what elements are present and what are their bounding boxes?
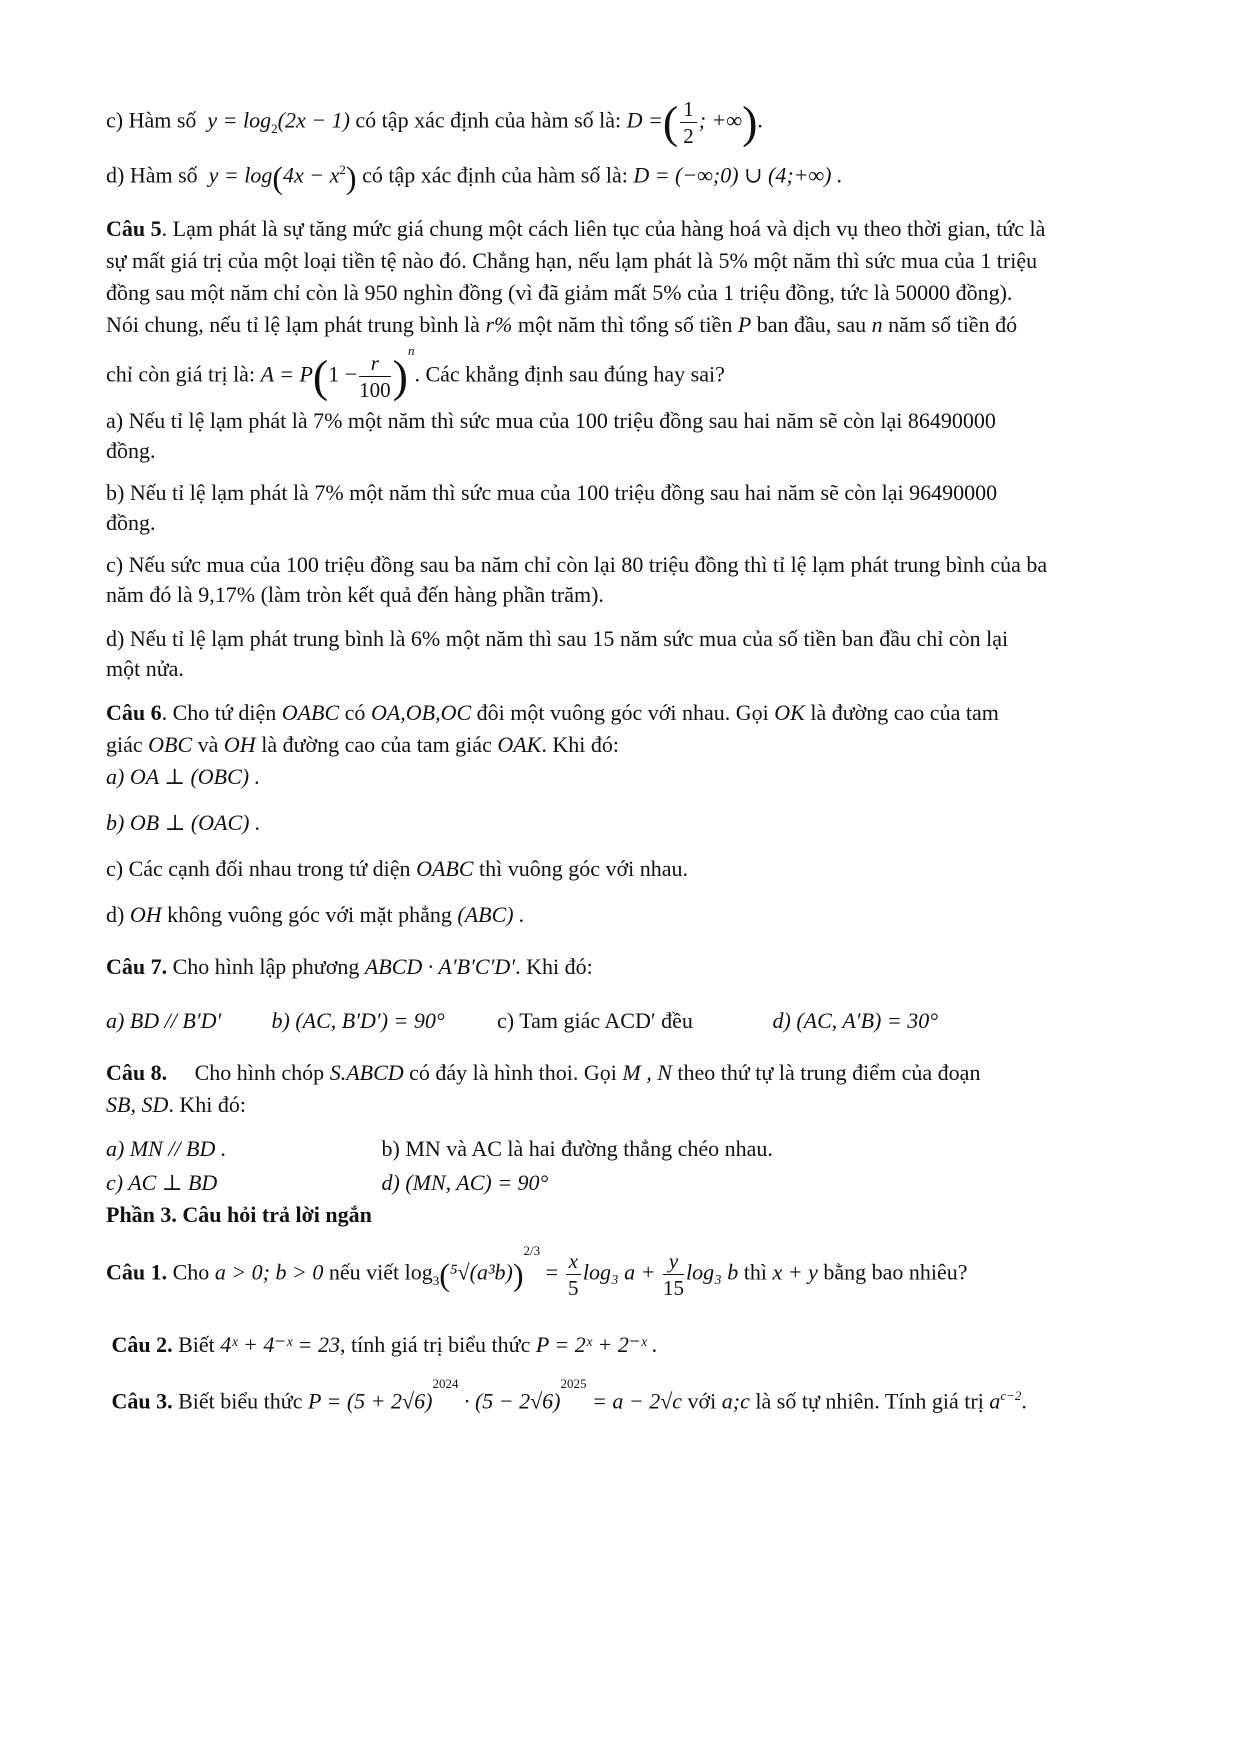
text: không vuông góc với mặt phẳng [167,902,452,927]
frac-den: 5 [567,1276,579,1300]
math-exp: 2 [339,162,346,177]
part3-heading [106,1202,372,1228]
q5-line4 [106,312,1017,338]
text: bằng bao nhiêu? [823,1259,968,1285]
math: 4ˣ + 4⁻ˣ = 23 [220,1332,341,1357]
math: P = (5 + 2√6) [307,1388,433,1414]
math-var: P [737,312,752,337]
question-label: Câu 1. [106,1259,168,1285]
frac-num: r [359,350,391,377]
q6-c [106,856,688,882]
item-label: d) Hàm số [106,162,198,188]
item-text: có tập xác định của hàm số là: [362,162,628,188]
q5-d1 [106,626,1008,652]
math: SB, SD [106,1092,169,1117]
text: sự mất giá trị của một loại tiền tệ nào đó. Chẳng hạn, nếu lạm phát là 5% một năm thì sức mua của 1 triệu [106,248,1038,273]
q6-b [106,810,261,836]
text: Biết biểu thức [178,1388,303,1414]
text: . Khi đó: [168,1092,246,1117]
text: là đường cao của tam giác [261,732,492,757]
text: theo thứ tự là trung điểm của đoạn [677,1060,981,1085]
q5-a1 [106,408,996,434]
text: . Khi đó: [515,954,593,979]
text: Biết [178,1332,215,1357]
math-domain-right: ; +∞ [698,107,743,133]
math-exp: c−2 [1000,1388,1022,1403]
q6-line2 [106,732,619,758]
item-text: có tập xác định của hàm số là: [355,107,622,133]
math-exp: 2024 [432,1376,459,1391]
frac-den: 100 [359,378,391,402]
math-arg: (2x − 1) [277,107,350,133]
question-label: Câu 2. [111,1332,173,1357]
option-d: d) (MN, AC) = 90° [381,1170,549,1195]
math-root: ⁵√(a³b) [449,1259,513,1285]
frac-num: x [566,1248,581,1275]
question-label: Câu 6 [106,700,162,725]
text: a) OA ⊥ (OBC) . [106,764,261,789]
math: OAK [497,732,542,757]
p3-q2 [106,1332,658,1358]
math-domain: D = [626,107,663,133]
fraction [566,1248,581,1301]
math: ABCD · A′B′C′D′ [364,954,516,979]
math: · (5 − 2√6) [463,1388,561,1414]
text: Nói chung, nếu tỉ lệ lạm phát trung bình là [106,312,480,337]
text: . [1021,1388,1027,1414]
text: d) Nếu tỉ lệ lạm phát trung bình là 6% một năm thì sau 15 năm sức mua của số tiền ban đầu chỉ còn lại [106,626,1009,651]
text: c) Nếu sức mua của 100 triệu đồng sau ba năm chỉ còn lại 80 triệu đồng thì tỉ lệ lạm phát trung bình của ba [106,552,1048,577]
text: đồng. [106,510,156,535]
fraction [680,96,697,149]
text: là đường cao của tam [810,700,999,725]
math: OH [223,732,256,757]
math-var: n [871,312,883,337]
option-b: b) MN và AC là hai đường thẳng chéo nhau. [381,1136,773,1161]
option-c: c) AC ⊥ BD [106,1170,218,1195]
math: OA,OB,OC [370,700,472,725]
text: đôi một vuông góc với nhau. Gọi [476,700,769,725]
text: . Lạm phát là sự tăng mức giá chung một cách liên tục của hàng hoá và dịch vụ theo thời gian, tức là [161,216,1046,241]
math: a;c [721,1388,750,1414]
q6-line1 [106,700,999,726]
text: Cho hình lập phương [172,954,360,979]
q6-a [106,764,260,790]
math: log₃ b [686,1259,739,1285]
math-exp: 2025 [560,1376,587,1391]
text: đồng sau một năm chỉ còn là 950 nghìn đồng (vì đã giảm mất 5% của 1 triệu đồng, tức là 50000 đồng). [106,280,1013,305]
text: thì [743,1259,768,1285]
q7-line1 [106,954,593,980]
math-sub: 3 [432,1272,440,1288]
math-domain: D = (−∞;0) ∪ (4;+∞) . [633,162,843,188]
text: với [687,1388,717,1414]
question-label: Câu 3. [111,1388,173,1414]
q5-b2 [106,510,156,536]
math: x + y [772,1259,818,1285]
item-c-domain: c) Hàm số $y = \log_2(2x - 1)$ có tập xác định của hàm số là: D =( $\frac{1}{2}$ ; +∞). [106,96,763,148]
q5-formula-line: chỉ còn giá trị là: A = P(1 − $\frac{r}{100}$ )$^n$. Các khẳng định sau đúng hay sai? [106,343,725,402]
text: Cho hình chóp [194,1060,325,1085]
option-c: c) Tam giác ACD′ đều [497,1008,693,1033]
text: . Khi đó: [541,732,619,757]
math-formula: A = P [260,361,313,387]
frac-den: 2 [683,124,694,148]
math-exp: n [407,343,415,359]
text: . Cho tứ diện [161,700,277,725]
q7-options [106,1008,938,1034]
text: có [344,700,366,725]
math-func: y = log [208,162,273,188]
text: giác [106,732,143,757]
math: a > 0; b > 0 [214,1259,324,1285]
math: OH [129,902,162,927]
text: ban đầu, sau [756,312,867,337]
math: log [404,1259,433,1285]
q5-c1 [106,552,1047,578]
q8-line1 [106,1060,980,1086]
text: nếu viết [328,1259,400,1285]
q5-b1 [106,480,997,506]
math: = [545,1259,559,1285]
math-func: y = log [207,107,272,133]
math: S.ABCD [329,1060,404,1085]
text: và [197,732,219,757]
q8-line2 [106,1092,246,1118]
option-b: b) (AC, B′D′) = 90° [271,1008,445,1033]
math-one: 1 − [328,361,358,387]
math: OABC [416,856,474,881]
q5-c2 [106,582,604,608]
math-sub: 2 [271,120,278,136]
text: . Các khẳng định sau đúng hay sai? [414,361,725,387]
math: OBC [148,732,193,757]
text: năm đó là 9,17% (làm tròn kết quả đến hàng phần trăm). [106,582,604,607]
math: OK [774,700,805,725]
text: năm số tiền đó [888,312,1018,337]
q8-options-ab [106,1136,773,1162]
text: có đáy là hình thoi. Gọi [409,1060,617,1085]
text: , tính giá trị biểu thức [340,1332,531,1357]
q5-a2 [106,438,156,464]
text: Cho [172,1259,210,1285]
section-title: Phần 3. Câu hỏi trả lời ngắn [106,1202,372,1227]
math: = a − 2√c [592,1388,683,1414]
frac-den: 15 [663,1276,685,1300]
text: đồng. [106,438,156,463]
q5-line1 [106,216,1045,242]
frac-num: y [663,1248,684,1275]
text: chỉ còn giá trị là: [106,361,256,387]
question-label: Câu 8. [106,1060,168,1085]
item-label: c) Hàm số [106,107,197,133]
text: một nửa. [106,656,184,681]
q5-line3 [106,280,1012,306]
option-d: d) (AC, A′B) = 30° [772,1008,939,1033]
math: log₃ a + [582,1259,656,1285]
fraction [663,1248,684,1301]
q8-options-cd [106,1170,548,1196]
q6-d [106,902,525,928]
question-label: Câu 7. [106,954,168,979]
math: a [989,1388,1001,1414]
text: d) [106,902,125,927]
text: thì vuông góc với nhau. [479,856,689,881]
item-d-domain: d) Hàm số $y = \log(4x - x^2)$ có tập xác định của hàm số là: D = (−∞;0) ∪ (4;+∞) . [106,159,843,196]
text: một năm thì tổng số tiền [517,312,733,337]
question-label: Câu 5 [106,216,162,241]
text: c) Các cạnh đối nhau trong tứ diện [106,856,411,881]
math: (ABC) . [457,902,525,927]
option-a: a) BD // B′D′ [106,1008,222,1033]
option-a: a) MN // BD . [106,1136,227,1161]
text: là số tự nhiên. Tính giá trị [755,1388,984,1414]
p3-q3 [106,1376,1027,1414]
math-exp: 2/3 [523,1243,541,1259]
q5-d2 [106,656,184,682]
text: b) OB ⊥ (OAC) . [106,810,261,835]
text: b) Nếu tỉ lệ lạm phát là 7% một năm thì sức mua của 100 triệu đồng sau hai năm sẽ còn lại 96490000 [106,480,998,505]
text: a) Nếu tỉ lệ lạm phát là 7% một năm thì sức mua của 100 triệu đồng sau hai năm sẽ còn lại 86490000 [106,408,996,433]
math: P = 2ˣ + 2⁻ˣ . [535,1332,658,1357]
frac-num: 1 [680,96,697,123]
math: M , N [622,1060,672,1085]
q5-line2 [106,248,1037,274]
p3-q1: Câu 1. Cho a > 0; b > 0 nếu viết $\log_3(^5√(a^3b))^{2/3}$ = $\frac{x}{5}$ log₃ a + $\frac{y}{15}$ log₃ b thì x + y bằng bao nhiêu? [106,1243,968,1300]
fraction [359,350,391,403]
math-var: r% [485,312,513,337]
math: OABC [281,700,340,725]
math-arg: 4x − x [283,162,340,188]
